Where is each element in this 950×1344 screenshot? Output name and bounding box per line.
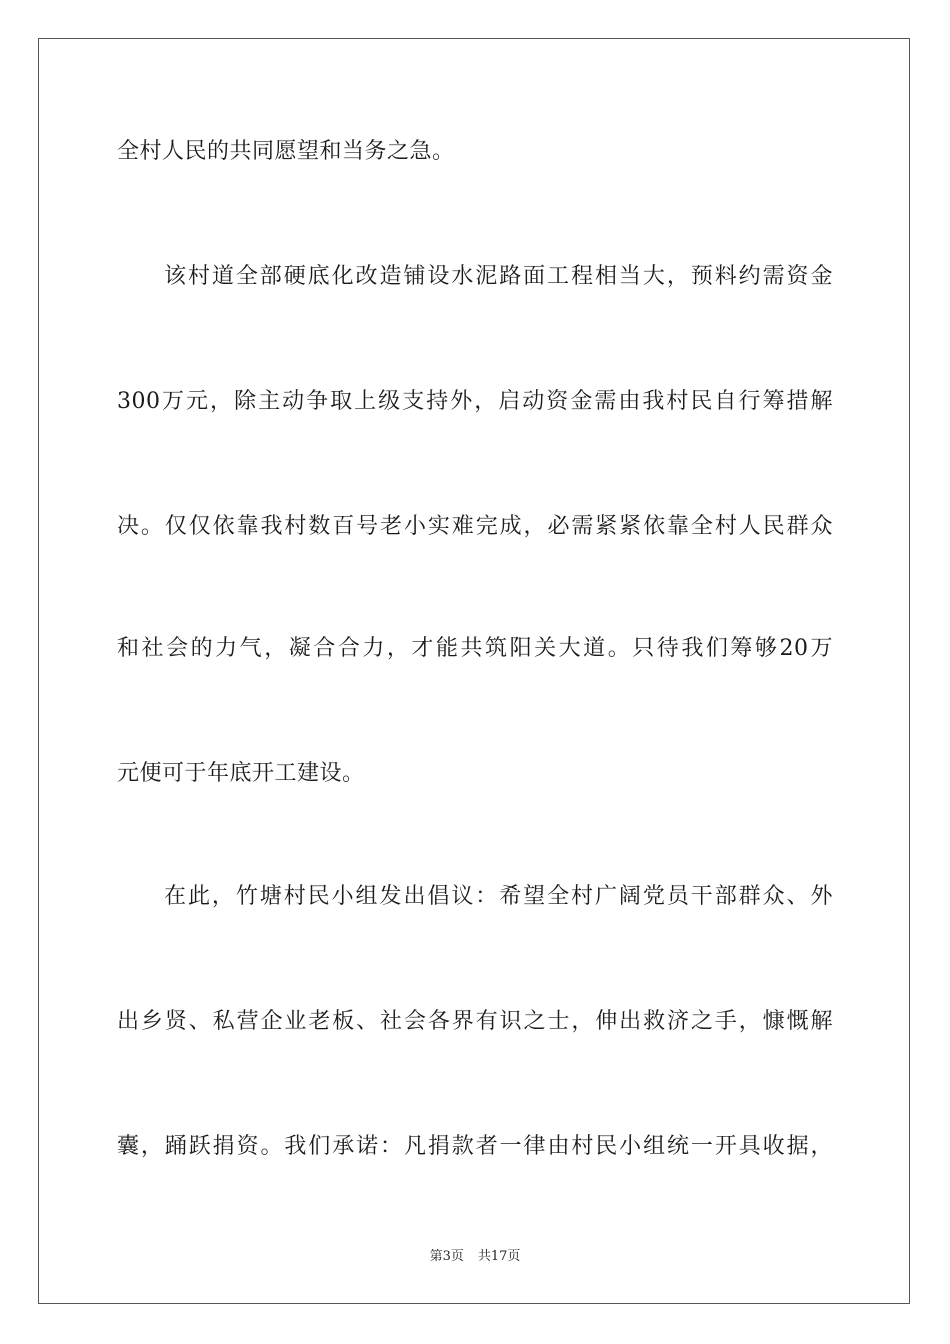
text-line-2: 该村道全部硬底化改造铺设水泥路面工程相当大，预料约需资金 xyxy=(164,264,833,289)
text-line-8: 出乡贤、私营企业老板、社会各界有识之士，伸出救济之手，慷慨解 xyxy=(117,1009,833,1034)
text-line-6: 元便可于年底开工建设。 xyxy=(117,761,365,786)
page-number: 第3页 xyxy=(429,1249,464,1264)
page-border xyxy=(38,38,910,1304)
text-line-1: 全村人民的共同愿望和当务之急。 xyxy=(117,139,455,164)
text-line-5: 和社会的力气，凝合合力，才能共筑阳关大道。只待我们筹够20万 xyxy=(117,636,833,661)
text-line-9: 囊，踊跃捐资。我们承诺：凡捐款者一律由村民小组统一开具收据， xyxy=(117,1134,833,1159)
text-line-4: 决。仅仅依靠我村数百号老小实难完成，必需紧紧依靠全村人民群众 xyxy=(117,514,833,539)
page-footer xyxy=(0,1248,950,1266)
text-line-3: 300万元，除主动争取上级支持外，启动资金需由我村民自行筹措解 xyxy=(117,389,833,414)
text-line-7: 在此，竹塘村民小组发出倡议：希望全村广阔党员干部群众、外 xyxy=(164,884,833,909)
page-total: 共17页 xyxy=(477,1249,521,1264)
